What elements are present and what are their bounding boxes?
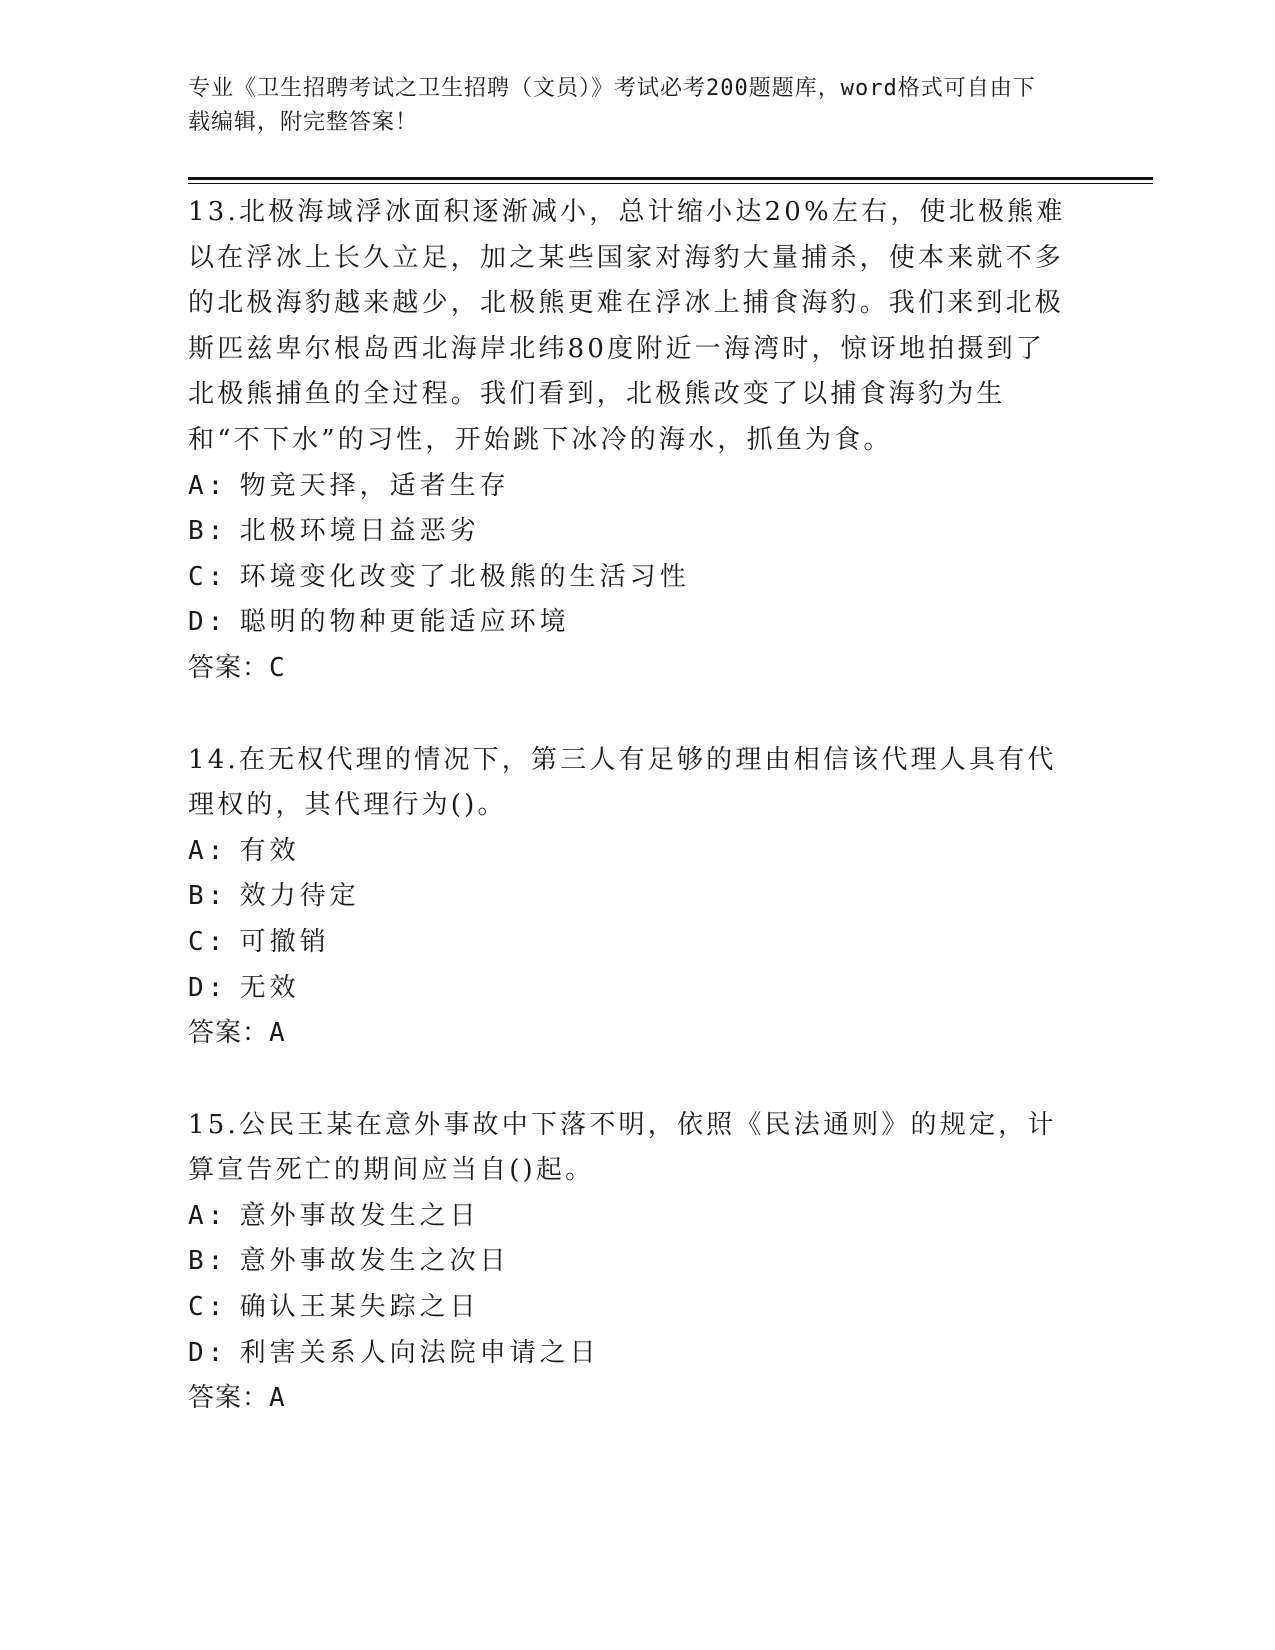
question-stem: 15.公民王某在意外事故中下落不明，依照《民法通则》的规定，计算宣告死亡的期间应当自()起。 — [188, 1109, 1057, 1186]
option-c — [188, 1285, 1068, 1331]
option-letter: D: — [188, 607, 228, 638]
question-stem: 14.在无权代理的情况下，第三人有足够的理由相信该代理人具有代理权的，其代理行为()。 — [188, 744, 1057, 821]
option-letter: B: — [188, 881, 228, 912]
option-text: 确认王某失踪之日 — [239, 1292, 480, 1323]
option-text: 北极环境日益恶劣 — [239, 516, 480, 547]
answer-label: 答案： — [188, 1383, 270, 1414]
option-text: 可撤销 — [239, 926, 330, 957]
option-d — [188, 600, 1068, 646]
option-text: 环境变化改变了北极熊的生活习性 — [239, 561, 690, 592]
option-text: 无效 — [239, 972, 300, 1003]
answer-value: A — [269, 1018, 286, 1049]
answer-label: 答案： — [188, 1018, 270, 1049]
question-15 — [188, 1103, 1068, 1422]
option-a — [188, 1194, 1068, 1240]
option-letter: A: — [188, 470, 228, 501]
option-c — [188, 920, 1068, 966]
question-14 — [188, 738, 1068, 1057]
question-13 — [188, 190, 1068, 692]
option-d — [188, 966, 1068, 1012]
answer-value: C — [269, 652, 286, 683]
option-text: 有效 — [239, 835, 300, 866]
option-b — [188, 509, 1068, 555]
header-divider-thick — [188, 177, 1153, 180]
option-d — [188, 1331, 1068, 1377]
option-letter: C: — [188, 926, 228, 957]
option-letter: B: — [188, 516, 228, 547]
option-text: 意外事故发生之次日 — [239, 1246, 510, 1277]
option-text: 效力待定 — [239, 881, 360, 912]
option-a — [188, 464, 1068, 510]
option-letter: A: — [188, 835, 228, 866]
answer-line — [188, 646, 1068, 692]
option-letter: D: — [188, 1337, 228, 1368]
question-stem: 13.北极海域浮冰面积逐渐减小，总计缩小达20%左右，使北极熊难以在浮冰上长久立足，加之某些国家对海豹大量捕杀，使本来就不多的北极海豹越来越少，北极熊更难在浮冰上捕食海豹。我们来到北极斯匹兹卑尔根岛西北海岸北纬80度附近一海湾时，惊讶地拍摄到了北极熊捕鱼的全过程。我们看到，北极熊改变了以捕食海豹为生和“不下水”的习性，开始跳下冰冷的海水，抓鱼为食。 — [188, 197, 1066, 455]
option-text: 利害关系人向法院申请之日 — [239, 1337, 600, 1368]
option-text: 物竞天择，适者生存 — [239, 470, 510, 501]
option-letter: C: — [188, 1292, 228, 1323]
option-letter: B: — [188, 1246, 228, 1277]
option-text: 聪明的物种更能适应环境 — [239, 607, 570, 638]
option-b — [188, 1239, 1068, 1285]
answer-line — [188, 1376, 1068, 1422]
option-b — [188, 874, 1068, 920]
answer-label: 答案： — [188, 652, 270, 683]
option-c — [188, 555, 1068, 601]
option-a — [188, 829, 1068, 875]
question-list — [188, 190, 1068, 1468]
answer-value: A — [269, 1383, 286, 1414]
header-divider-thin — [188, 183, 1153, 184]
answer-line — [188, 1011, 1068, 1057]
document-title: 专业《卫生招聘考试之卫生招聘（文员）》考试必考200题题库，word格式可自由下载编辑，附完整答案！ — [188, 76, 1036, 135]
option-letter: C: — [188, 561, 228, 592]
option-letter: D: — [188, 972, 228, 1003]
option-text: 意外事故发生之日 — [239, 1200, 480, 1231]
option-letter: A: — [188, 1200, 228, 1231]
